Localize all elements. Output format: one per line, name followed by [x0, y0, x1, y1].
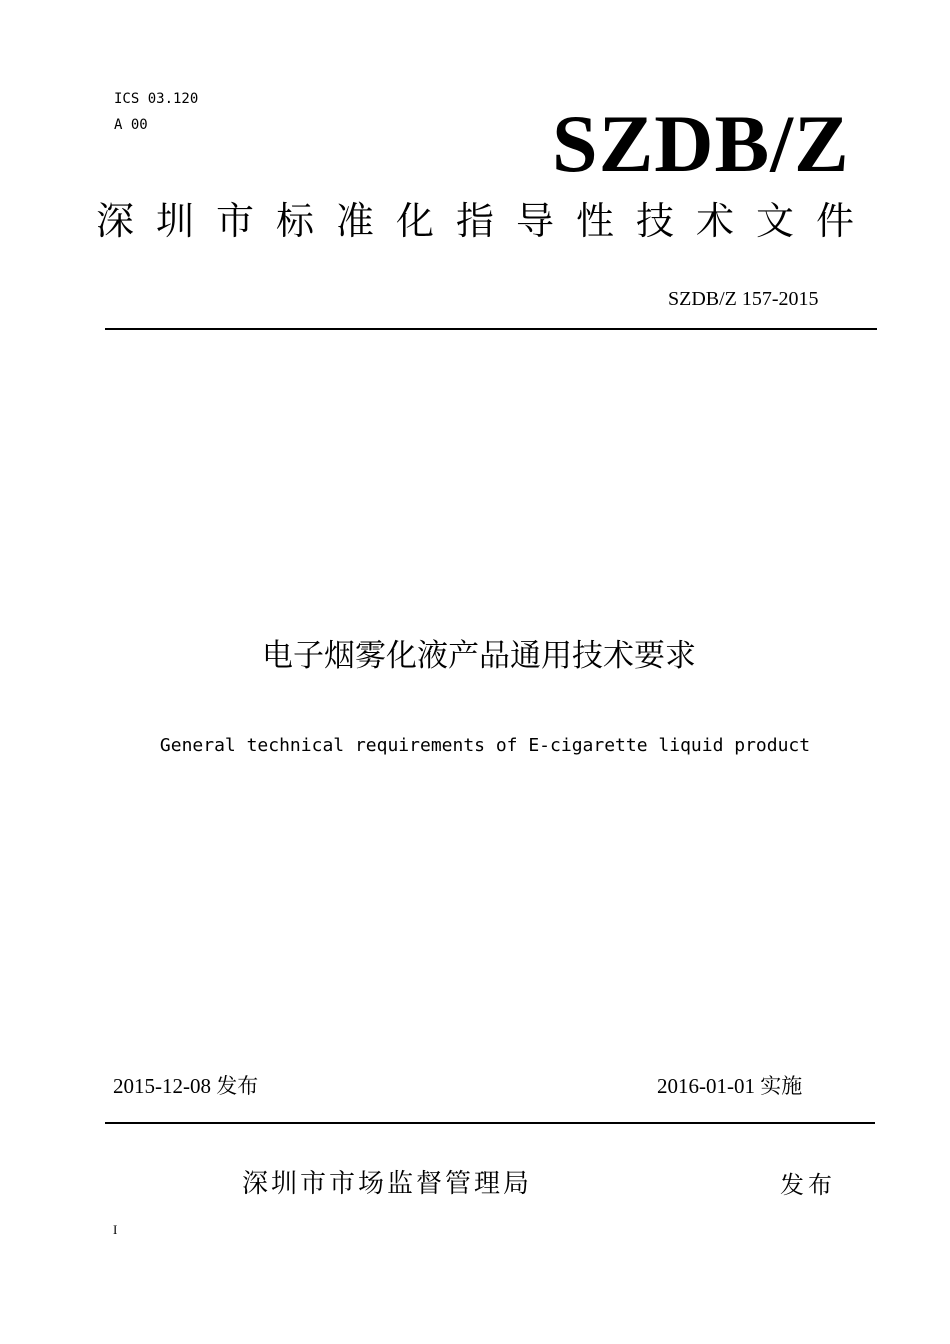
- page-number: I: [113, 1222, 118, 1237]
- standard-logo: SZDB/Z: [552, 98, 850, 189]
- ics-code: ICS 03.120: [114, 91, 199, 107]
- title-english: General technical requirements of E-cigarette liquid product: [159, 735, 811, 756]
- document-type-heading: 深圳市标准化指导性技术文件: [96, 199, 877, 243]
- classification-code: A 00: [114, 117, 148, 133]
- standard-number: SZDB/Z 157-2015: [668, 288, 819, 310]
- issuer-name: 深圳市市场监督管理局: [242, 1169, 533, 1199]
- publish-date: 2015-12-08 发布: [113, 1074, 259, 1098]
- issue-label: 发布: [780, 1171, 836, 1199]
- bottom-divider: [105, 1122, 875, 1124]
- title-chinese: 电子烟雾化液产品通用技术要求: [262, 638, 696, 674]
- implement-date: 2016-01-01 实施: [657, 1074, 803, 1098]
- top-divider: [105, 328, 877, 330]
